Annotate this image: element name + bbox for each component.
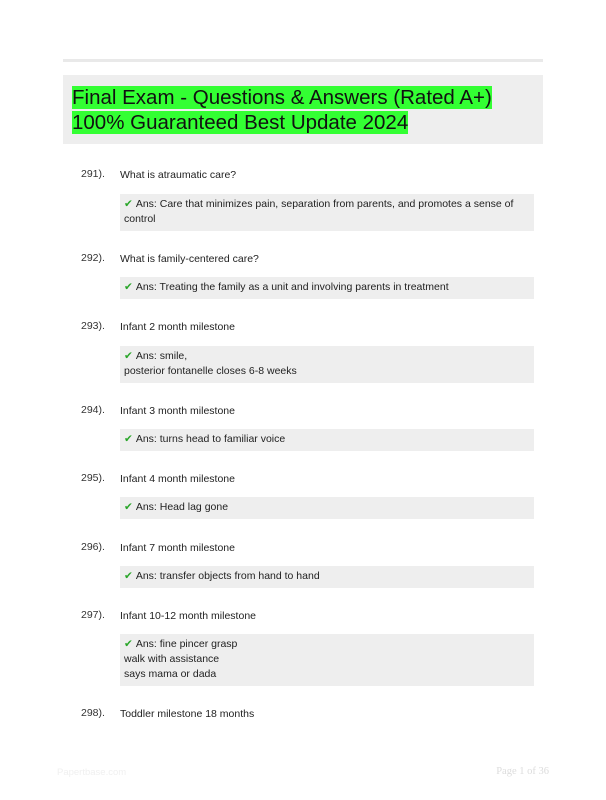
check-icon: ✔: [124, 638, 133, 650]
answer-box: [120, 277, 534, 299]
answer-text: Ans: turns head to familiar voice: [135, 433, 286, 445]
question-number: 293).: [81, 320, 105, 332]
question-text: Infant 10-12 month milestone: [120, 610, 256, 622]
answer-box: [120, 497, 534, 519]
answer-text: Ans: transfer objects from hand to hand: [135, 570, 320, 582]
answer-text: says mama or dada: [124, 668, 217, 680]
title-line-2: 100% Guaranteed Best Update 2024: [72, 111, 409, 134]
answer-text: Ans: smile,: [135, 350, 188, 362]
question-text: Toddler milestone 18 months: [120, 708, 255, 720]
answer-text: Ans: Care that minimizes pain, separation from parents, and promotes a sense of control: [124, 198, 517, 225]
answer-text: walk with assistance: [124, 653, 220, 665]
question-text: Infant 4 month milestone: [120, 473, 235, 485]
question-number: 296).: [81, 541, 105, 553]
question-text: Infant 7 month milestone: [120, 542, 235, 554]
check-icon: ✔: [124, 350, 133, 362]
top-rule: [63, 59, 543, 62]
question-text: Infant 2 month milestone: [120, 321, 235, 333]
answer-box: [120, 346, 534, 383]
answer-text: posterior fontanelle closes 6-8 weeks: [124, 365, 297, 377]
question-text: What is atraumatic care?: [120, 169, 237, 181]
question-number: 297).: [81, 609, 105, 621]
page-number: Page 1 of 36: [496, 766, 549, 777]
answer-text: Ans: Head lag gone: [135, 501, 229, 513]
question-number: 294).: [81, 404, 105, 416]
check-icon: ✔: [124, 570, 133, 582]
check-icon: ✔: [124, 501, 133, 513]
question-text: Infant 3 month milestone: [120, 405, 235, 417]
answer-box: [120, 634, 534, 686]
question-number: 292).: [81, 252, 105, 264]
question-text: What is family-centered care?: [120, 253, 259, 265]
question-number: 291).: [81, 168, 105, 180]
page-title: [72, 85, 532, 135]
check-icon: ✔: [124, 198, 133, 210]
answer-text: Ans: fine pincer grasp: [135, 638, 238, 650]
answer-box: [120, 429, 534, 451]
title-banner: [63, 75, 543, 144]
answer-box: [120, 566, 534, 588]
footer-site: Papertbase.com: [57, 767, 127, 778]
check-icon: ✔: [124, 433, 133, 445]
title-line-1: Final Exam - Questions & Answers (Rated A+): [72, 86, 492, 109]
answer-text: Ans: Treating the family as a unit and involving parents in treatment: [135, 281, 449, 293]
check-icon: ✔: [124, 281, 133, 293]
answer-box: [120, 194, 534, 231]
question-number: 298).: [81, 707, 105, 719]
question-number: 295).: [81, 472, 105, 484]
